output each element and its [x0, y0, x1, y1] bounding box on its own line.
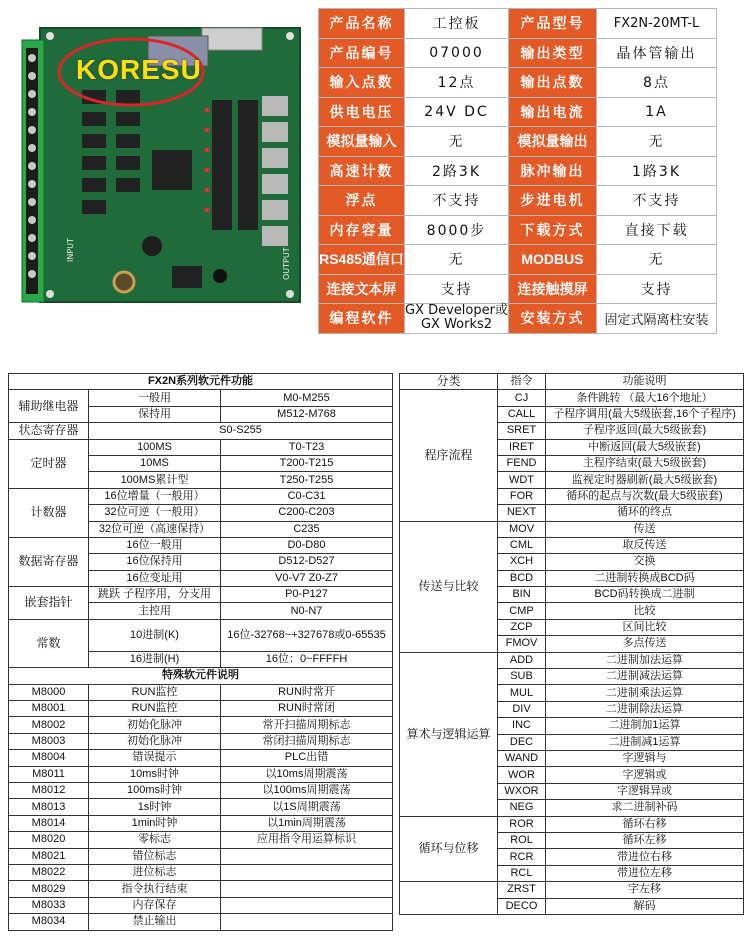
input-label: INPUT: [66, 238, 75, 262]
code-cell: M8034: [9, 914, 89, 930]
spec-label: 浮点: [319, 186, 405, 216]
instruction-cell: SUB: [498, 669, 546, 685]
instruction-cell: DECO: [498, 898, 546, 914]
description-cell: 二进制加1运算: [546, 718, 744, 734]
table-row: [9, 881, 393, 897]
instruction-cell: WDT: [498, 472, 546, 488]
instruction-cell: WOR: [498, 767, 546, 783]
spec-value: 直接下载: [597, 215, 717, 245]
special-title: 特殊软元件说明: [9, 668, 393, 684]
function-cell: 应用指令用运算标识: [221, 832, 393, 848]
spec-label: 供电电压: [319, 97, 405, 127]
table-row: [9, 766, 393, 782]
table-row: [9, 832, 393, 848]
range-cell: T200-T215: [221, 455, 393, 471]
category-cell: 传送与比较: [400, 521, 498, 652]
brand-logo: [56, 36, 206, 114]
table-row: [9, 848, 393, 864]
spec-row: [319, 304, 717, 334]
spec-value: FX2N-20MT-L: [597, 9, 717, 39]
instruction-cell: FEND: [498, 455, 546, 471]
spec-value: 不支持: [405, 186, 509, 216]
instruction-cell: NEG: [498, 800, 546, 816]
range-cell: C0-C31: [221, 488, 393, 504]
instruction-cell: NEXT: [498, 505, 546, 521]
code-cell: M8014: [9, 815, 89, 831]
table-row: [9, 684, 393, 700]
spec-label: 产品编号: [319, 38, 405, 68]
instruction-cell: XCH: [498, 554, 546, 570]
instruction-cell: ROL: [498, 832, 546, 848]
description-cell: 多点传送: [546, 636, 744, 652]
spec-label: 连接文本屏: [319, 274, 405, 304]
instruction-cell: CALL: [498, 406, 546, 422]
product-photo: [0, 0, 318, 350]
desc-cell: 错误提示: [89, 750, 221, 766]
spec-value: 1A: [597, 97, 717, 127]
code-cell: M8033: [9, 897, 89, 913]
table-row: [9, 897, 393, 913]
category-cell: 嵌套指针: [9, 587, 89, 620]
type-cell: 32位可逆（高速保持）: [89, 521, 221, 537]
category-cell: 状态寄存器: [9, 423, 89, 439]
table-row: [9, 815, 393, 831]
type-cell: 主控用: [89, 603, 221, 619]
spec-value: 不支持: [597, 186, 717, 216]
instruction-cell: RCL: [498, 865, 546, 881]
description-cell: 监视定时器刷新(最大5级嵌套): [546, 472, 744, 488]
spec-row: [319, 186, 717, 216]
function-cell: 以1min周期震荡: [221, 815, 393, 831]
description-cell: 比较: [546, 603, 744, 619]
spec-label: 产品名称: [319, 9, 405, 39]
description-cell: 循环右移: [546, 816, 744, 832]
desc-cell: 初始化脉冲: [89, 717, 221, 733]
code-cell: M8012: [9, 782, 89, 798]
spec-row: [319, 38, 717, 68]
spec-value: 无: [597, 245, 717, 275]
instruction-cell: ROR: [498, 816, 546, 832]
spec-value: 24V DC: [405, 97, 509, 127]
spec-label: 下载方式: [509, 215, 597, 245]
table-row: [9, 864, 393, 880]
type-cell: 16位增量（一般用）: [89, 488, 221, 504]
category-cell: 程序流程: [400, 390, 498, 521]
instruction-cell: CMP: [498, 603, 546, 619]
spec-label: MODBUS: [509, 245, 597, 275]
type-cell: 100MS: [89, 439, 221, 455]
spec-row: [319, 97, 717, 127]
category-cell: 循环与位移: [400, 816, 498, 882]
instruction-cell: FOR: [498, 488, 546, 504]
spec-label: 高速计数: [319, 156, 405, 186]
instruction-cell: RCR: [498, 849, 546, 865]
desc-cell: 初始化脉冲: [89, 733, 221, 749]
spec-row: [319, 9, 717, 39]
range-cell: D0-D80: [221, 537, 393, 553]
description-cell: 带进位右移: [546, 849, 744, 865]
range-cell: N0-N7: [221, 603, 393, 619]
code-cell: M8013: [9, 799, 89, 815]
table-title: FX2N系列软元件功能: [9, 374, 393, 390]
range-cell: P0-P127: [221, 587, 393, 603]
code-cell: M8022: [9, 864, 89, 880]
table-row: [9, 701, 393, 717]
category-cell: 算术与逻辑运算: [400, 652, 498, 816]
function-cell: [221, 881, 393, 897]
spec-value: 支持: [597, 274, 717, 304]
type-cell: 保持用: [89, 406, 221, 422]
spec-value: 12点: [405, 68, 509, 98]
spec-row: [319, 156, 717, 186]
table-row: [9, 717, 393, 733]
code-cell: M8029: [9, 881, 89, 897]
spec-value: 8000步: [405, 215, 509, 245]
description-cell: 带进位左移: [546, 865, 744, 881]
spec-value: 2路3K: [405, 156, 509, 186]
instruction-cell: SRET: [498, 423, 546, 439]
description-cell: 循环的起点与次数(最大5级嵌套): [546, 488, 744, 504]
spec-value: 固定式隔离柱安装: [597, 304, 717, 334]
description-cell: 二进制加法运算: [546, 652, 744, 668]
desc-cell: 100ms时钟: [89, 782, 221, 798]
instruction-cell: CML: [498, 537, 546, 553]
instruction-cell: DEC: [498, 734, 546, 750]
table-row: [400, 652, 744, 668]
brand-logo-text: KORESU: [76, 54, 202, 85]
table-row: [9, 733, 393, 749]
type-cell: 16进制(H): [89, 651, 221, 667]
desc-cell: RUN监控: [89, 701, 221, 717]
table-row: [400, 390, 744, 406]
instruction-cell: ADD: [498, 652, 546, 668]
spec-value: 07000: [405, 38, 509, 68]
spec-row: [319, 245, 717, 275]
code-cell: M8004: [9, 750, 89, 766]
table-row: [400, 882, 744, 898]
range-cell: 16位：0~FFFFH: [221, 651, 393, 667]
description-cell: 二进制乘法运算: [546, 685, 744, 701]
function-cell: RUN时常开: [221, 684, 393, 700]
description-cell: 传送: [546, 521, 744, 537]
spec-value: 支持: [405, 274, 509, 304]
instruction-cell: ZCP: [498, 619, 546, 635]
desc-cell: 禁止输出: [89, 914, 221, 930]
header-category: 分类: [400, 374, 498, 390]
category-cell: 定时器: [9, 439, 89, 488]
function-cell: 常闭扫描周期标志: [221, 733, 393, 749]
instruction-cell: WXOR: [498, 783, 546, 799]
spec-value: 工控板: [405, 9, 509, 39]
instruction-cell: DIV: [498, 701, 546, 717]
instruction-cell: IRET: [498, 439, 546, 455]
spec-label: 输出类型: [509, 38, 597, 68]
spec-label: 产品型号: [509, 9, 597, 39]
spec-label: 连接触摸屏: [509, 274, 597, 304]
table-row: [9, 782, 393, 798]
spec-label: 脉冲输出: [509, 156, 597, 186]
code-cell: M8011: [9, 766, 89, 782]
desc-cell: RUN监控: [89, 684, 221, 700]
table-row: [9, 799, 393, 815]
category-cell: 常数: [9, 619, 89, 667]
description-cell: BCD码转换成二进制: [546, 587, 744, 603]
range-cell: T250-T255: [221, 472, 393, 488]
spec-row: [319, 274, 717, 304]
spec-label: 模拟量输入: [319, 127, 405, 157]
table-row: [400, 816, 744, 832]
code-cell: M8020: [9, 832, 89, 848]
spec-label: 输出点数: [509, 68, 597, 98]
range-cell: C200-C203: [221, 505, 393, 521]
desc-cell: 1s时钟: [89, 799, 221, 815]
instruction-cell: INC: [498, 718, 546, 734]
description-cell: 二进制减法运算: [546, 669, 744, 685]
description-cell: 条件跳转 （最大16个地址）: [546, 390, 744, 406]
range-cell: T0-T23: [221, 439, 393, 455]
description-cell: 字左移: [546, 882, 744, 898]
spec-value: 晶体管输出: [597, 38, 717, 68]
description-cell: 循环的终点: [546, 505, 744, 521]
category-cell: 计数器: [9, 488, 89, 537]
desc-cell: 10ms时钟: [89, 766, 221, 782]
spec-row: [319, 127, 717, 157]
function-cell: 以1S周期震荡: [221, 799, 393, 815]
category-cell: 辅助继电器: [9, 390, 89, 423]
spec-value: 无: [597, 127, 717, 157]
type-cell: 16位变址用: [89, 570, 221, 586]
instruction-cell: ZRST: [498, 882, 546, 898]
type-cell: 16位一般用: [89, 537, 221, 553]
desc-cell: 零标志: [89, 832, 221, 848]
spec-value: 无: [405, 245, 509, 275]
function-cell: [221, 914, 393, 930]
instruction-cell: FMOV: [498, 636, 546, 652]
instruction-cell: CJ: [498, 390, 546, 406]
code-cell: M8021: [9, 848, 89, 864]
type-cell: 10进制(K): [89, 619, 221, 651]
desc-cell: 1min时钟: [89, 815, 221, 831]
spec-label: 内存容量: [319, 215, 405, 245]
description-cell: 取反传送: [546, 537, 744, 553]
spec-value: 1路3K: [597, 156, 717, 186]
range-cell: M512-M768: [221, 406, 393, 422]
description-cell: 二进制转换成BCD码: [546, 570, 744, 586]
function-cell: [221, 864, 393, 880]
desc-cell: 指令执行结束: [89, 881, 221, 897]
description-cell: 二进制减1运算: [546, 734, 744, 750]
table-row: [9, 914, 393, 930]
spec-label: RS485通信口: [319, 245, 405, 275]
description-cell: 子程序调用(最大5级嵌套,16个子程序): [546, 406, 744, 422]
instruction-cell: BCD: [498, 570, 546, 586]
spec-label: 输入点数: [319, 68, 405, 98]
function-cell: 常开扫描周期标志: [221, 717, 393, 733]
type-cell: 100MS累计型: [89, 472, 221, 488]
function-cell: 以10ms周期震荡: [221, 766, 393, 782]
type-cell: 32位可逆（一般用）: [89, 505, 221, 521]
table-row: [9, 750, 393, 766]
function-cell: 以100ms周期震荡: [221, 782, 393, 798]
range-cell: C235: [221, 521, 393, 537]
description-cell: 字逻辑与: [546, 750, 744, 766]
code-cell: M8002: [9, 717, 89, 733]
description-cell: 字逻辑或: [546, 767, 744, 783]
range-cell: 16位-32768~+327678或0-65535: [221, 619, 393, 651]
spec-label: 模拟量输出: [509, 127, 597, 157]
function-cell: [221, 848, 393, 864]
spec-value: 无: [405, 127, 509, 157]
description-cell: 子程序返回(最大5级嵌套): [546, 423, 744, 439]
description-cell: 交换: [546, 554, 744, 570]
spec-label: 安装方式: [509, 304, 597, 334]
code-cell: M8001: [9, 701, 89, 717]
function-cell: PLC出错: [221, 750, 393, 766]
description-cell: 区间比较: [546, 619, 744, 635]
type-cell: 16位保持用: [89, 554, 221, 570]
instruction-table: [399, 373, 744, 915]
spec-row: [319, 68, 717, 98]
element-function-table: [8, 373, 393, 931]
description-cell: 中断返回(最大5级嵌套): [546, 439, 744, 455]
range-cell: S0-S255: [89, 423, 393, 439]
function-cell: [221, 897, 393, 913]
spec-label: 编程软件: [319, 304, 405, 334]
header-instruction: 指令: [498, 374, 546, 390]
output-label: OUTPUT: [282, 247, 291, 280]
description-cell: 解码: [546, 898, 744, 914]
header-description: 功能说明: [546, 374, 744, 390]
code-cell: M8000: [9, 684, 89, 700]
spec-row: [319, 215, 717, 245]
type-cell: 10MS: [89, 455, 221, 471]
spec-value: GX Developer或 GX Works2: [405, 303, 508, 333]
desc-cell: 进位标志: [89, 864, 221, 880]
type-cell: 一般用: [89, 390, 221, 406]
table-row: [400, 521, 744, 537]
function-cell: RUN时常闭: [221, 701, 393, 717]
spec-value: 8点: [597, 68, 717, 98]
range-cell: V0-V7 Z0-Z7: [221, 570, 393, 586]
description-cell: 循环左移: [546, 832, 744, 848]
desc-cell: 内存保存: [89, 897, 221, 913]
range-cell: M0-M255: [221, 390, 393, 406]
description-cell: 字逻辑异或: [546, 783, 744, 799]
category-cell: 数据寄存器: [9, 537, 89, 586]
description-cell: 二进制除法运算: [546, 701, 744, 717]
category-cell: [400, 882, 498, 915]
spec-table: [318, 8, 717, 334]
code-cell: M8003: [9, 733, 89, 749]
instruction-cell: MOV: [498, 521, 546, 537]
type-cell: 跳跃 子程序用，分支用: [89, 587, 221, 603]
description-cell: 主程序结束(最大5级嵌套): [546, 455, 744, 471]
range-cell: D512-D527: [221, 554, 393, 570]
instruction-cell: WAND: [498, 750, 546, 766]
instruction-cell: BIN: [498, 587, 546, 603]
description-cell: 求二进制补码: [546, 800, 744, 816]
spec-label: 步进电机: [509, 186, 597, 216]
spec-label: 输出电流: [509, 97, 597, 127]
desc-cell: 错位标志: [89, 848, 221, 864]
instruction-cell: MUL: [498, 685, 546, 701]
